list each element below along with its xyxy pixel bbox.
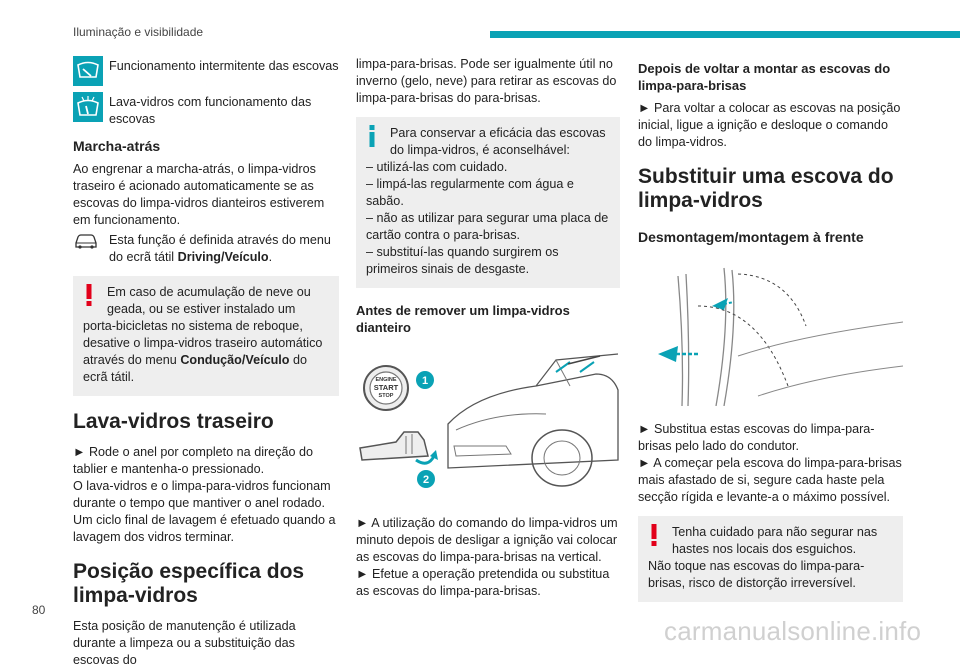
rear-washer-heading: Lava-vidros traseiro (73, 410, 274, 433)
touchscreen-note (73, 232, 339, 266)
column-3 (638, 56, 903, 612)
warning-text: Tenha cuidado para não segurar nas hastes nos locais dos esguichos. (672, 525, 878, 556)
washer-wiper-icon (73, 92, 103, 122)
wiper-control-illustration (356, 350, 620, 500)
warning-text-rest: Não toque nas escovas do limpa-para-brisas, risco de distorção irreversível. (648, 559, 865, 590)
warning-menu: Condução/Veículo (180, 353, 290, 367)
specific-position-cont: limpa-para-brisas. Pode ser igualmente útil no inverno (gelo, neve) para retirar as escovas do limpa-para-brisas do para-brisas. (356, 57, 617, 105)
info-item: – limpá-las regularmente com água e sabão. (366, 177, 574, 208)
info-item: – não as utilizar para segurar uma placa de cartão contra o para-brisas. (366, 211, 609, 242)
before-step-1: ► A utilização do comando do limpa-vidros um minuto depois de desligar a ignição vai colocar as escovas do limpa-para-brisas na vertical. (356, 516, 618, 564)
reverse-heading: Marcha-atrás (73, 138, 161, 154)
warning-text-end: do ecrã tátil. (83, 353, 307, 384)
start-label: START (373, 383, 399, 392)
after-refit-heading: Depois de voltar a montar as escovas do limpa-para-brisas (638, 61, 891, 93)
intermittent-wiper-icon (73, 56, 103, 86)
front-step-2: ► A começar pela escova do limpa-para-brisas mais afastado de si, segure cada haste pela secção rígida e levante-a o máximo possível. (638, 456, 902, 504)
engine-label: ENGINE (375, 377, 397, 383)
column-2 (356, 56, 620, 603)
touch-note-text: Esta função é definida através do menu do ecrã tátil (109, 233, 331, 264)
specific-position-text: Esta posição de manutenção é utilizada durante a limpeza ou a substituição das escovas do (73, 619, 296, 667)
warning-note-nozzles (638, 516, 903, 602)
before-step-2: ► Efetue a operação pretendida ou substitua as escovas do limpa-para-brisas. (356, 567, 610, 598)
info-item: – utilizá-las com cuidado. (366, 160, 508, 174)
warning-text: Em caso de acumulação de neve ou geada, ou se estiver instalado um (107, 285, 311, 316)
section-header: Iluminação e visibilidade (73, 25, 204, 39)
rear-text: O lava-vidros e o limpa-para-vidros funcionam durante o tempo que mantiver o anel rodado. (73, 479, 331, 510)
callout-1-label: 1 (421, 375, 429, 387)
icon-item-washer (73, 92, 339, 128)
touch-note-menu: Driving/Veículo (177, 250, 269, 264)
callout-2-label: 2 (422, 474, 430, 486)
before-remove-heading: Antes de remover um limpa-vidros dianteiro (356, 303, 570, 335)
reverse-text: Ao engrenar a marcha-atrás, o limpa-vidros traseiro é acionado automaticamente se as escovas do limpa-vidros dianteiros estiverem em funcionamento. (73, 162, 325, 227)
info-item: – substituí-las quando surgirem os primeiros sinais de desgaste. (366, 245, 559, 276)
icon-item-text: Funcionamento intermitente das escovas (109, 59, 339, 73)
warning-text-rest: porta-bicicletas no sistema de reboque, desative o limpa-vidros traseiro automático através do menu (83, 319, 323, 367)
warning-exclamation-icon (85, 284, 93, 306)
rear-step: ► Rode o anel por completo na direção do tablier e mantenha-o pressionado. (73, 445, 314, 476)
header-accent-bar (490, 31, 960, 38)
stop-label: STOP (378, 393, 394, 399)
info-note (356, 117, 620, 288)
car-icon (73, 232, 99, 250)
rear-text: Um ciclo final de lavagem é efetuado quando a lavagem dos vidros terminar. (73, 513, 336, 544)
after-refit-text: ► Para voltar a colocar as escovas na posição inicial, ligue a ignição e desloque o comando do limpa-vidros. (638, 101, 901, 149)
page-number: 80 (32, 603, 46, 617)
icon-item-intermittent (73, 56, 339, 86)
front-wiper-illustration (638, 266, 903, 406)
warning-exclamation-icon (650, 524, 658, 546)
icon-item-text: Lava-vidros com funcionamento das escovas (109, 95, 312, 126)
column-1 (73, 56, 339, 672)
touch-note-end: . (268, 250, 273, 264)
watermark: carmanualsonline.info (664, 616, 922, 646)
replace-blade-heading: Substituir uma escova do limpa-vidros (638, 165, 894, 212)
front-removal-heading: Desmontagem/montagem à frente (638, 229, 864, 245)
info-text: Para conservar a eficácia das escovas do limpa-vidros, é aconselhável: (390, 126, 606, 157)
info-icon (368, 125, 376, 147)
warning-note (73, 276, 339, 396)
front-step-1: ► Substitua estas escovas do limpa-para-brisas pelo lado do condutor. (638, 422, 875, 453)
specific-position-heading: Posição específica dos limpa-vidros (73, 560, 305, 607)
